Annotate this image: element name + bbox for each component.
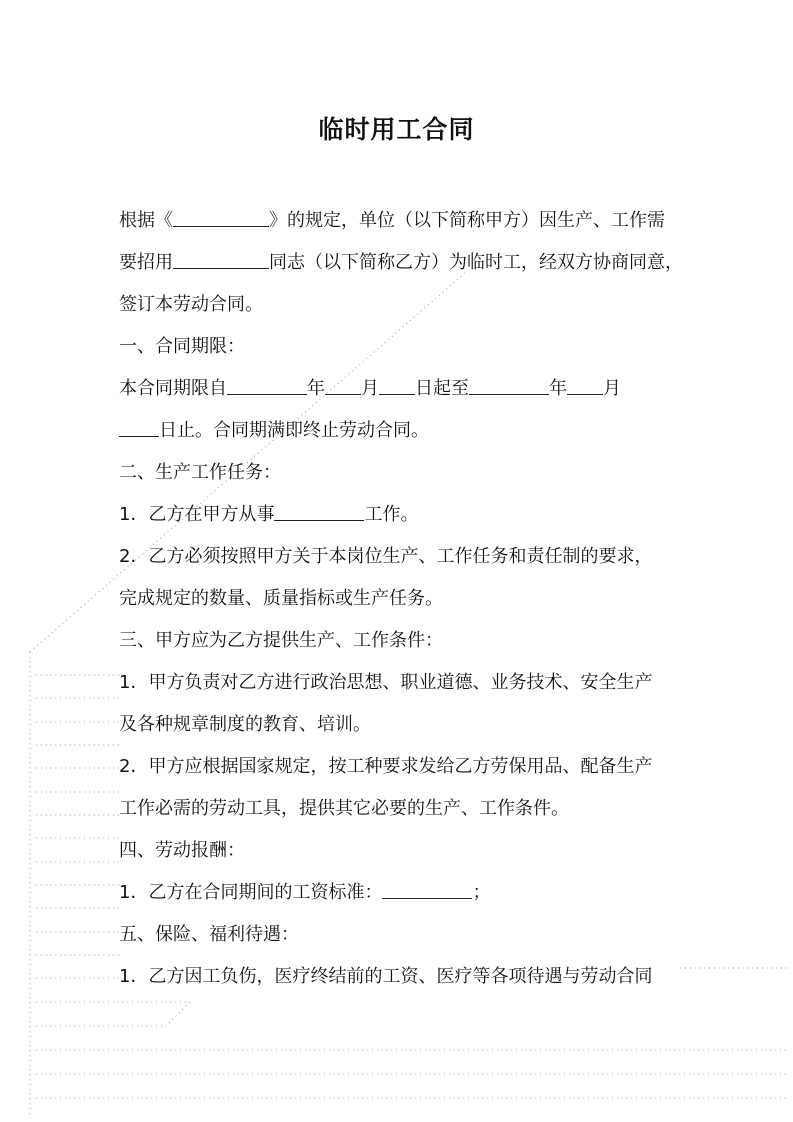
- term-text: 月: [603, 378, 621, 399]
- conditions-item-2-line-2: 工作必需的劳动工具，提供其它必要的生产、工作条件。: [119, 798, 569, 819]
- fill-blank-employee-name[interactable]: [173, 250, 269, 269]
- intro-text: 》的规定，单位（以下简称甲方）因生产、工作需: [269, 210, 665, 231]
- fill-blank-start-month[interactable]: [325, 376, 361, 395]
- section-heading-insurance: 五、保险、福利待遇：: [119, 924, 299, 945]
- conditions-item-1-line-2: 及各种规章制度的教育、培训。: [119, 714, 371, 735]
- pay-item-1: [119, 872, 679, 914]
- conditions-item-2-line-1: 2．甲方应根据国家规定，按工种要求发给乙方劳保用品、配备生产: [119, 756, 653, 777]
- intro-text: 同志（以下简称乙方）为临时工，经双方协商同意，: [269, 252, 683, 273]
- term-line-1: [119, 368, 679, 410]
- fill-blank-wage-standard[interactable]: [382, 880, 472, 899]
- section-heading-conditions: 三、甲方应为乙方提供生产、工作条件：: [119, 630, 443, 651]
- fill-blank-start-year[interactable]: [227, 376, 307, 395]
- term-text: 日止。合同期满即终止劳动合同。: [159, 420, 429, 441]
- fill-blank-regulation-name[interactable]: [173, 208, 269, 227]
- term-text: 年: [549, 378, 567, 399]
- insurance-item-1-line-1: 1．乙方因工负伤，医疗终结前的工资、医疗等各项待遇与劳动合同: [119, 966, 653, 987]
- intro-line-1: [119, 200, 679, 242]
- term-text: 年: [307, 378, 325, 399]
- fill-blank-end-year[interactable]: [469, 376, 549, 395]
- tasks-text: 工作。: [364, 504, 419, 525]
- tasks-item-2-line-1: 2．乙方必须按照甲方关于本岗位生产、工作任务和责任制的要求，: [119, 546, 653, 567]
- intro-line-3: 签订本劳动合同。: [119, 294, 263, 315]
- section-heading-term: 一、合同期限：: [119, 336, 245, 357]
- document-title: 临时用工合同: [318, 115, 475, 144]
- section-heading-tasks: 二、生产工作任务：: [119, 462, 281, 483]
- pay-text: ；: [472, 882, 491, 903]
- section-heading-pay: 四、劳动报酬：: [119, 840, 245, 861]
- term-text: 日起至: [415, 378, 469, 399]
- document-body: [119, 200, 683, 998]
- conditions-item-1-line-1: 1．甲方负责对乙方进行政治思想、职业道德、业务技术、安全生产: [119, 672, 653, 693]
- term-text: 本合同期限自: [119, 378, 227, 399]
- fill-blank-start-day[interactable]: [379, 376, 415, 395]
- intro-text: 根据《: [119, 210, 173, 231]
- fill-blank-end-month[interactable]: [567, 376, 603, 395]
- intro-line-2: [119, 242, 683, 284]
- intro-text: 要招用: [119, 252, 173, 273]
- fill-blank-end-day[interactable]: [119, 418, 159, 437]
- tasks-item-2-line-2: 完成规定的数量、质量指标或生产任务。: [119, 588, 443, 609]
- fill-blank-job-type[interactable]: [274, 502, 364, 521]
- tasks-text: 1．乙方在甲方从事: [119, 504, 275, 525]
- term-text: 月: [361, 378, 379, 399]
- pay-text: 1．乙方在合同期间的工资标准：: [119, 882, 383, 903]
- term-line-2: [119, 410, 679, 452]
- tasks-item-1: [119, 494, 679, 536]
